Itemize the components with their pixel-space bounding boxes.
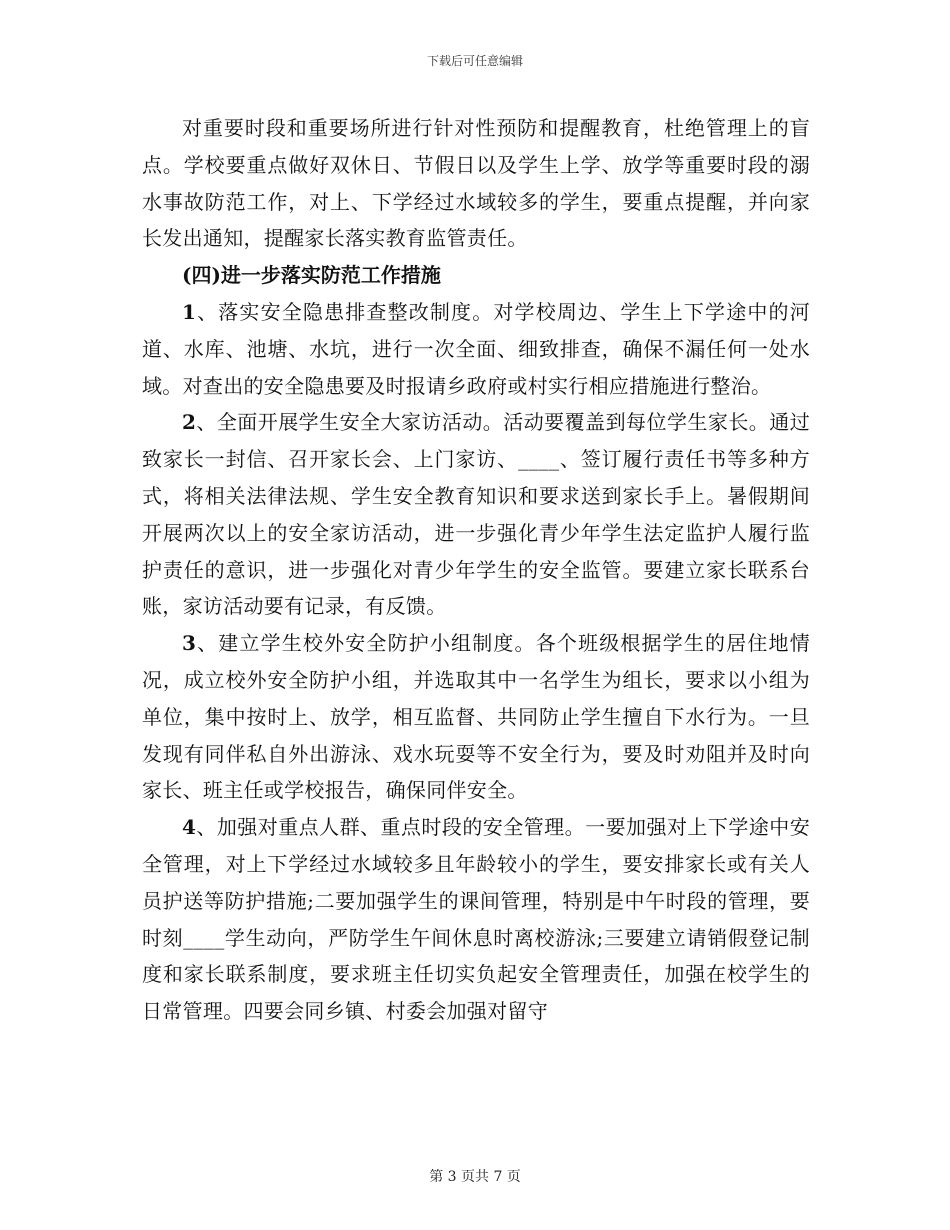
document-body: [142, 110, 810, 1030]
header-note: 下载后可任意编辑: [426, 54, 523, 68]
list-item: [142, 404, 810, 625]
item-number: 3: [182, 631, 197, 656]
item-text: 、全面开展学生安全大家访活动。活动要覆盖到每位学生家长。通过致家长一封信、召开家长会、上门家访、____、签订履行责任书等多种方式，将相关法律法规、学生安全教育知识和要求送到家长手上。暑假期间开展两次以上的安全家访活动，进一步强化青少年学生法定监护人履行监护责任的意识，进一步强化对青少年学生的安全监管。要建立家长联系台账，家访活动要有记录，有反馈。: [142, 410, 810, 619]
list-item: [142, 294, 810, 404]
section-heading: (四)进一步落实防范工作措施: [182, 263, 441, 288]
item-number: 1: [182, 299, 197, 324]
item-number: 2: [182, 410, 197, 435]
list-item: [142, 625, 810, 809]
item-text: 、建立学生校外安全防护小组制度。各个班级根据学生的居住地情况，成立校外安全防护小组，并选取其中一名学生为组长，要求以小组为单位，集中按时上、放学，相互监督、共同防止学生擅自下水行为。一旦发现有同伴私自外出游泳、戏水玩耍等不安全行为，要及时劝阻并及时向家长、班主任或学校报告，确保同伴安全。: [142, 631, 810, 803]
list-item: [142, 809, 810, 1030]
item-text: 、加强对重点人群、重点时段的安全管理。一要加强对上下学途中安全管理，对上下学经过水域较多且年龄较小的学生，要安排家长或有关人员护送等防护措施;二要加强学生的课间管理，特别是中午时段的管理，要时刻____学生动向，严防学生午间休息时离校游泳;三要建立请销假登记制度和家长联系制度，要求班主任切实负起安全管理责任，加强在校学生的日常管理。四要会同乡镇、村委会加强对留守: [142, 815, 810, 1024]
page-number: 第 3 页共 7 页: [429, 1169, 521, 1185]
item-number: 4: [182, 815, 197, 840]
item-text: 、落实安全隐患排查整改制度。对学校周边、学生上下学途中的河道、水库、池塘、水坑，进行一次全面、细致排查，确保不漏任何一处水域。对查出的安全隐患要及时报请乡政府或村实行相应措施进行整治。: [142, 299, 810, 398]
paragraph-intro: 对重要时段和重要场所进行针对性预防和提醒教育，杜绝管理上的盲点。学校要重点做好双休日、节假日以及学生上学、放学等重要时段的溺水事故防范工作，对上、下学经过水域较多的学生，要重点提醒，并向家长发出通知，提醒家长落实教育监管责任。: [142, 116, 810, 251]
